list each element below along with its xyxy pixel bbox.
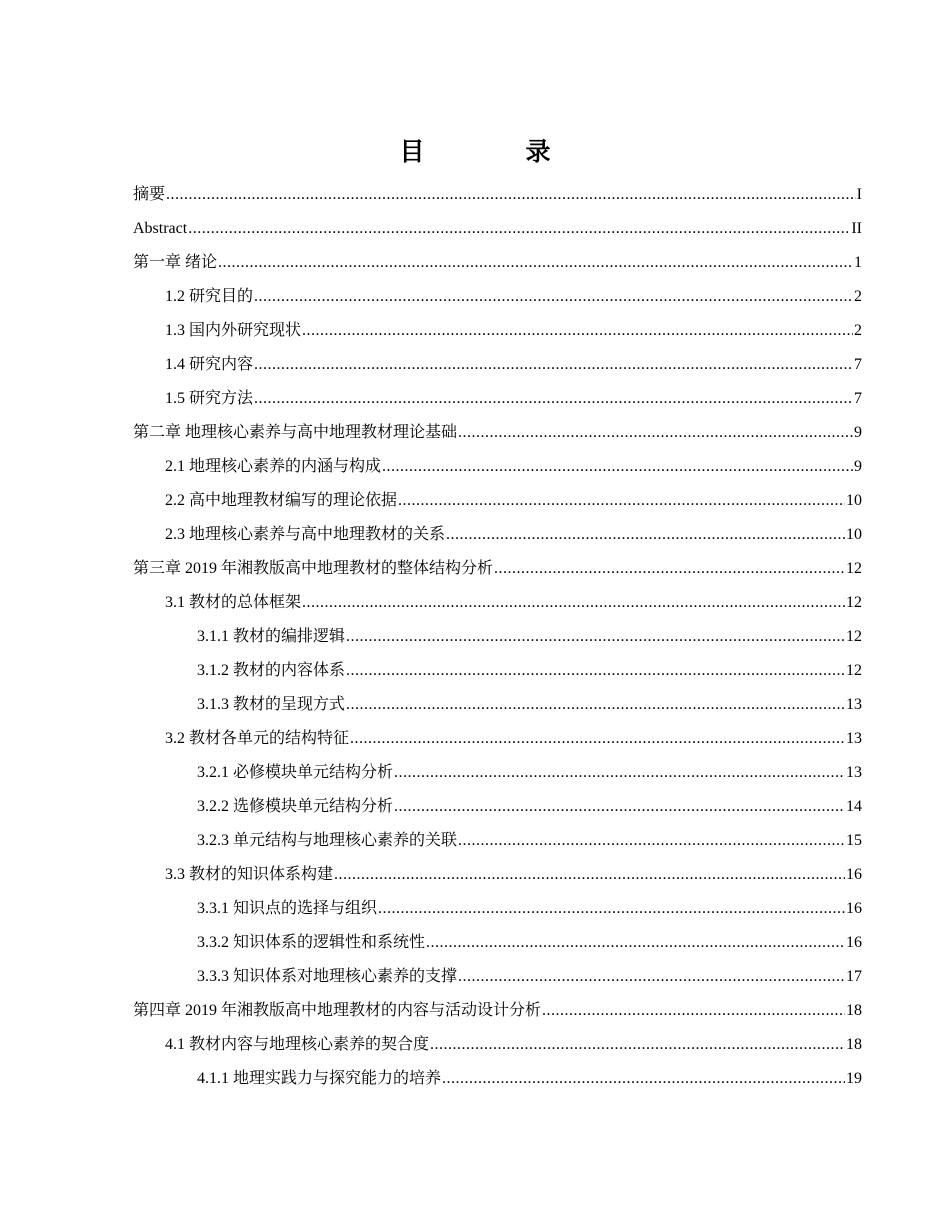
toc-entry-title: 3.1.2 教材的内容体系 bbox=[197, 662, 346, 679]
toc-entry-page-number: 12 bbox=[846, 628, 862, 645]
toc-entry-title: 3.1.3 教材的呈现方式 bbox=[197, 696, 346, 713]
dot-leader bbox=[254, 348, 853, 382]
table-of-contents bbox=[133, 178, 862, 1096]
toc-entry-title: 3.2.3 单元结构与地理核心素养的关联 bbox=[197, 832, 458, 849]
toc-entry[interactable] bbox=[133, 824, 862, 858]
toc-entry-title: 第二章 地理核心素养与高中地理教材理论基础 bbox=[133, 424, 458, 441]
toc-entry-title: 2.1 地理核心素养的内涵与构成 bbox=[165, 458, 382, 475]
dot-leader bbox=[398, 484, 845, 518]
dot-leader bbox=[302, 314, 853, 348]
toc-entry-title: 3.1 教材的总体框架 bbox=[165, 594, 302, 611]
dot-leader bbox=[394, 790, 845, 824]
toc-entry[interactable] bbox=[133, 314, 862, 348]
toc-entry-page-number: 2 bbox=[854, 322, 862, 339]
toc-entry-page-number: 10 bbox=[846, 526, 862, 543]
dot-leader bbox=[346, 620, 845, 654]
toc-entry-title: 第三章 2019 年湘教版高中地理教材的整体结构分析 bbox=[133, 560, 494, 577]
toc-entry[interactable] bbox=[133, 246, 862, 280]
dot-leader bbox=[334, 858, 845, 892]
toc-entry-page-number: II bbox=[851, 220, 862, 237]
toc-entry[interactable] bbox=[133, 178, 862, 212]
toc-entry[interactable] bbox=[133, 960, 862, 994]
toc-entry-title: 1.3 国内外研究现状 bbox=[165, 322, 302, 339]
dot-leader bbox=[302, 586, 845, 620]
toc-entry-title: 1.5 研究方法 bbox=[165, 390, 254, 407]
toc-entry-title: 1.2 研究目的 bbox=[165, 288, 254, 305]
toc-entry-title: 2.3 地理核心素养与高中地理教材的关系 bbox=[165, 526, 446, 543]
toc-entry-title: 3.3.1 知识点的选择与组织 bbox=[197, 900, 378, 917]
dot-leader bbox=[378, 892, 845, 926]
dot-leader bbox=[458, 960, 845, 994]
toc-entry-page-number: 16 bbox=[846, 934, 862, 951]
toc-entry[interactable] bbox=[133, 382, 862, 416]
toc-entry-page-number: 15 bbox=[846, 832, 862, 849]
toc-entry[interactable] bbox=[133, 518, 862, 552]
dot-leader bbox=[254, 382, 853, 416]
toc-entry-page-number: 16 bbox=[846, 866, 862, 883]
dot-leader bbox=[494, 552, 845, 586]
toc-entry[interactable] bbox=[133, 858, 862, 892]
toc-entry-title: 3.3 教材的知识体系构建 bbox=[165, 866, 334, 883]
toc-entry[interactable] bbox=[133, 994, 862, 1028]
dot-leader bbox=[382, 450, 853, 484]
toc-entry[interactable] bbox=[133, 280, 862, 314]
toc-entry-page-number: 9 bbox=[854, 458, 862, 475]
toc-entry-title: 第四章 2019 年湘教版高中地理教材的内容与活动设计分析 bbox=[133, 1002, 542, 1019]
dot-leader bbox=[346, 654, 845, 688]
toc-entry[interactable] bbox=[133, 484, 862, 518]
toc-entry[interactable] bbox=[133, 552, 862, 586]
toc-entry-page-number: 1 bbox=[854, 254, 862, 271]
toc-entry-page-number: 7 bbox=[854, 356, 862, 373]
toc-entry-title: 3.2.2 选修模块单元结构分析 bbox=[197, 798, 394, 815]
toc-entry-page-number: 16 bbox=[846, 900, 862, 917]
toc-entry-title: Abstract bbox=[133, 220, 188, 237]
toc-entry-page-number: 14 bbox=[846, 798, 862, 815]
dot-leader bbox=[346, 688, 845, 722]
dot-leader bbox=[394, 756, 845, 790]
toc-entry-page-number: 7 bbox=[854, 390, 862, 407]
toc-entry[interactable] bbox=[133, 212, 862, 246]
dot-leader bbox=[188, 212, 850, 246]
dot-leader bbox=[542, 994, 845, 1028]
toc-entry[interactable] bbox=[133, 620, 862, 654]
toc-entry-title: 4.1.1 地理实践力与探究能力的培养 bbox=[197, 1070, 442, 1087]
dot-leader bbox=[254, 280, 853, 314]
toc-entry-page-number: 12 bbox=[846, 662, 862, 679]
dot-leader bbox=[430, 1028, 845, 1062]
toc-entry[interactable] bbox=[133, 756, 862, 790]
toc-entry[interactable] bbox=[133, 722, 862, 756]
toc-entry-page-number: 12 bbox=[846, 560, 862, 577]
toc-entry-title: 3.3.3 知识体系对地理核心素养的支撑 bbox=[197, 968, 458, 985]
toc-entry-page-number: 13 bbox=[846, 730, 862, 747]
dot-leader bbox=[442, 1062, 845, 1096]
toc-entry[interactable] bbox=[133, 348, 862, 382]
toc-entry-title: 3.3.2 知识体系的逻辑性和系统性 bbox=[197, 934, 426, 951]
toc-entry-page-number: 19 bbox=[846, 1070, 862, 1087]
toc-entry[interactable] bbox=[133, 688, 862, 722]
toc-entry-page-number: 13 bbox=[846, 696, 862, 713]
toc-entry[interactable] bbox=[133, 1028, 862, 1062]
dot-leader bbox=[350, 722, 845, 756]
toc-entry[interactable] bbox=[133, 1062, 862, 1096]
toc-entry-title: 2.2 高中地理教材编写的理论依据 bbox=[165, 492, 398, 509]
dot-leader bbox=[446, 518, 845, 552]
toc-entry-title: 3.2 教材各单元的结构特征 bbox=[165, 730, 350, 747]
dot-leader bbox=[458, 416, 853, 450]
dot-leader bbox=[458, 824, 845, 858]
toc-entry-title: 第一章 绪论 bbox=[133, 254, 218, 271]
toc-entry-page-number: 12 bbox=[846, 594, 862, 611]
toc-entry-title: 摘要 bbox=[133, 186, 166, 203]
toc-entry[interactable] bbox=[133, 450, 862, 484]
toc-entry-page-number: 9 bbox=[854, 424, 862, 441]
toc-entry-page-number: 10 bbox=[846, 492, 862, 509]
dot-leader bbox=[426, 926, 845, 960]
dot-leader bbox=[166, 178, 856, 212]
toc-entry-page-number: I bbox=[856, 186, 862, 203]
toc-entry-title: 1.4 研究内容 bbox=[165, 356, 254, 373]
toc-entry-title: 4.1 教材内容与地理核心素养的契合度 bbox=[165, 1036, 430, 1053]
toc-title: 目 录 bbox=[399, 137, 589, 166]
toc-entry[interactable] bbox=[133, 586, 862, 620]
toc-entry-page-number: 13 bbox=[846, 764, 862, 781]
toc-entry[interactable] bbox=[133, 654, 862, 688]
toc-entry[interactable] bbox=[133, 416, 862, 450]
toc-entry-page-number: 2 bbox=[854, 288, 862, 305]
toc-entry[interactable] bbox=[133, 926, 862, 960]
toc-entry[interactable] bbox=[133, 892, 862, 926]
toc-entry-page-number: 18 bbox=[846, 1002, 862, 1019]
toc-entry[interactable] bbox=[133, 790, 862, 824]
toc-entry-page-number: 17 bbox=[846, 968, 862, 985]
toc-entry-title: 3.2.1 必修模块单元结构分析 bbox=[197, 764, 394, 781]
toc-entry-title: 3.1.1 教材的编排逻辑 bbox=[197, 628, 346, 645]
toc-entry-page-number: 18 bbox=[846, 1036, 862, 1053]
dot-leader bbox=[218, 246, 853, 280]
